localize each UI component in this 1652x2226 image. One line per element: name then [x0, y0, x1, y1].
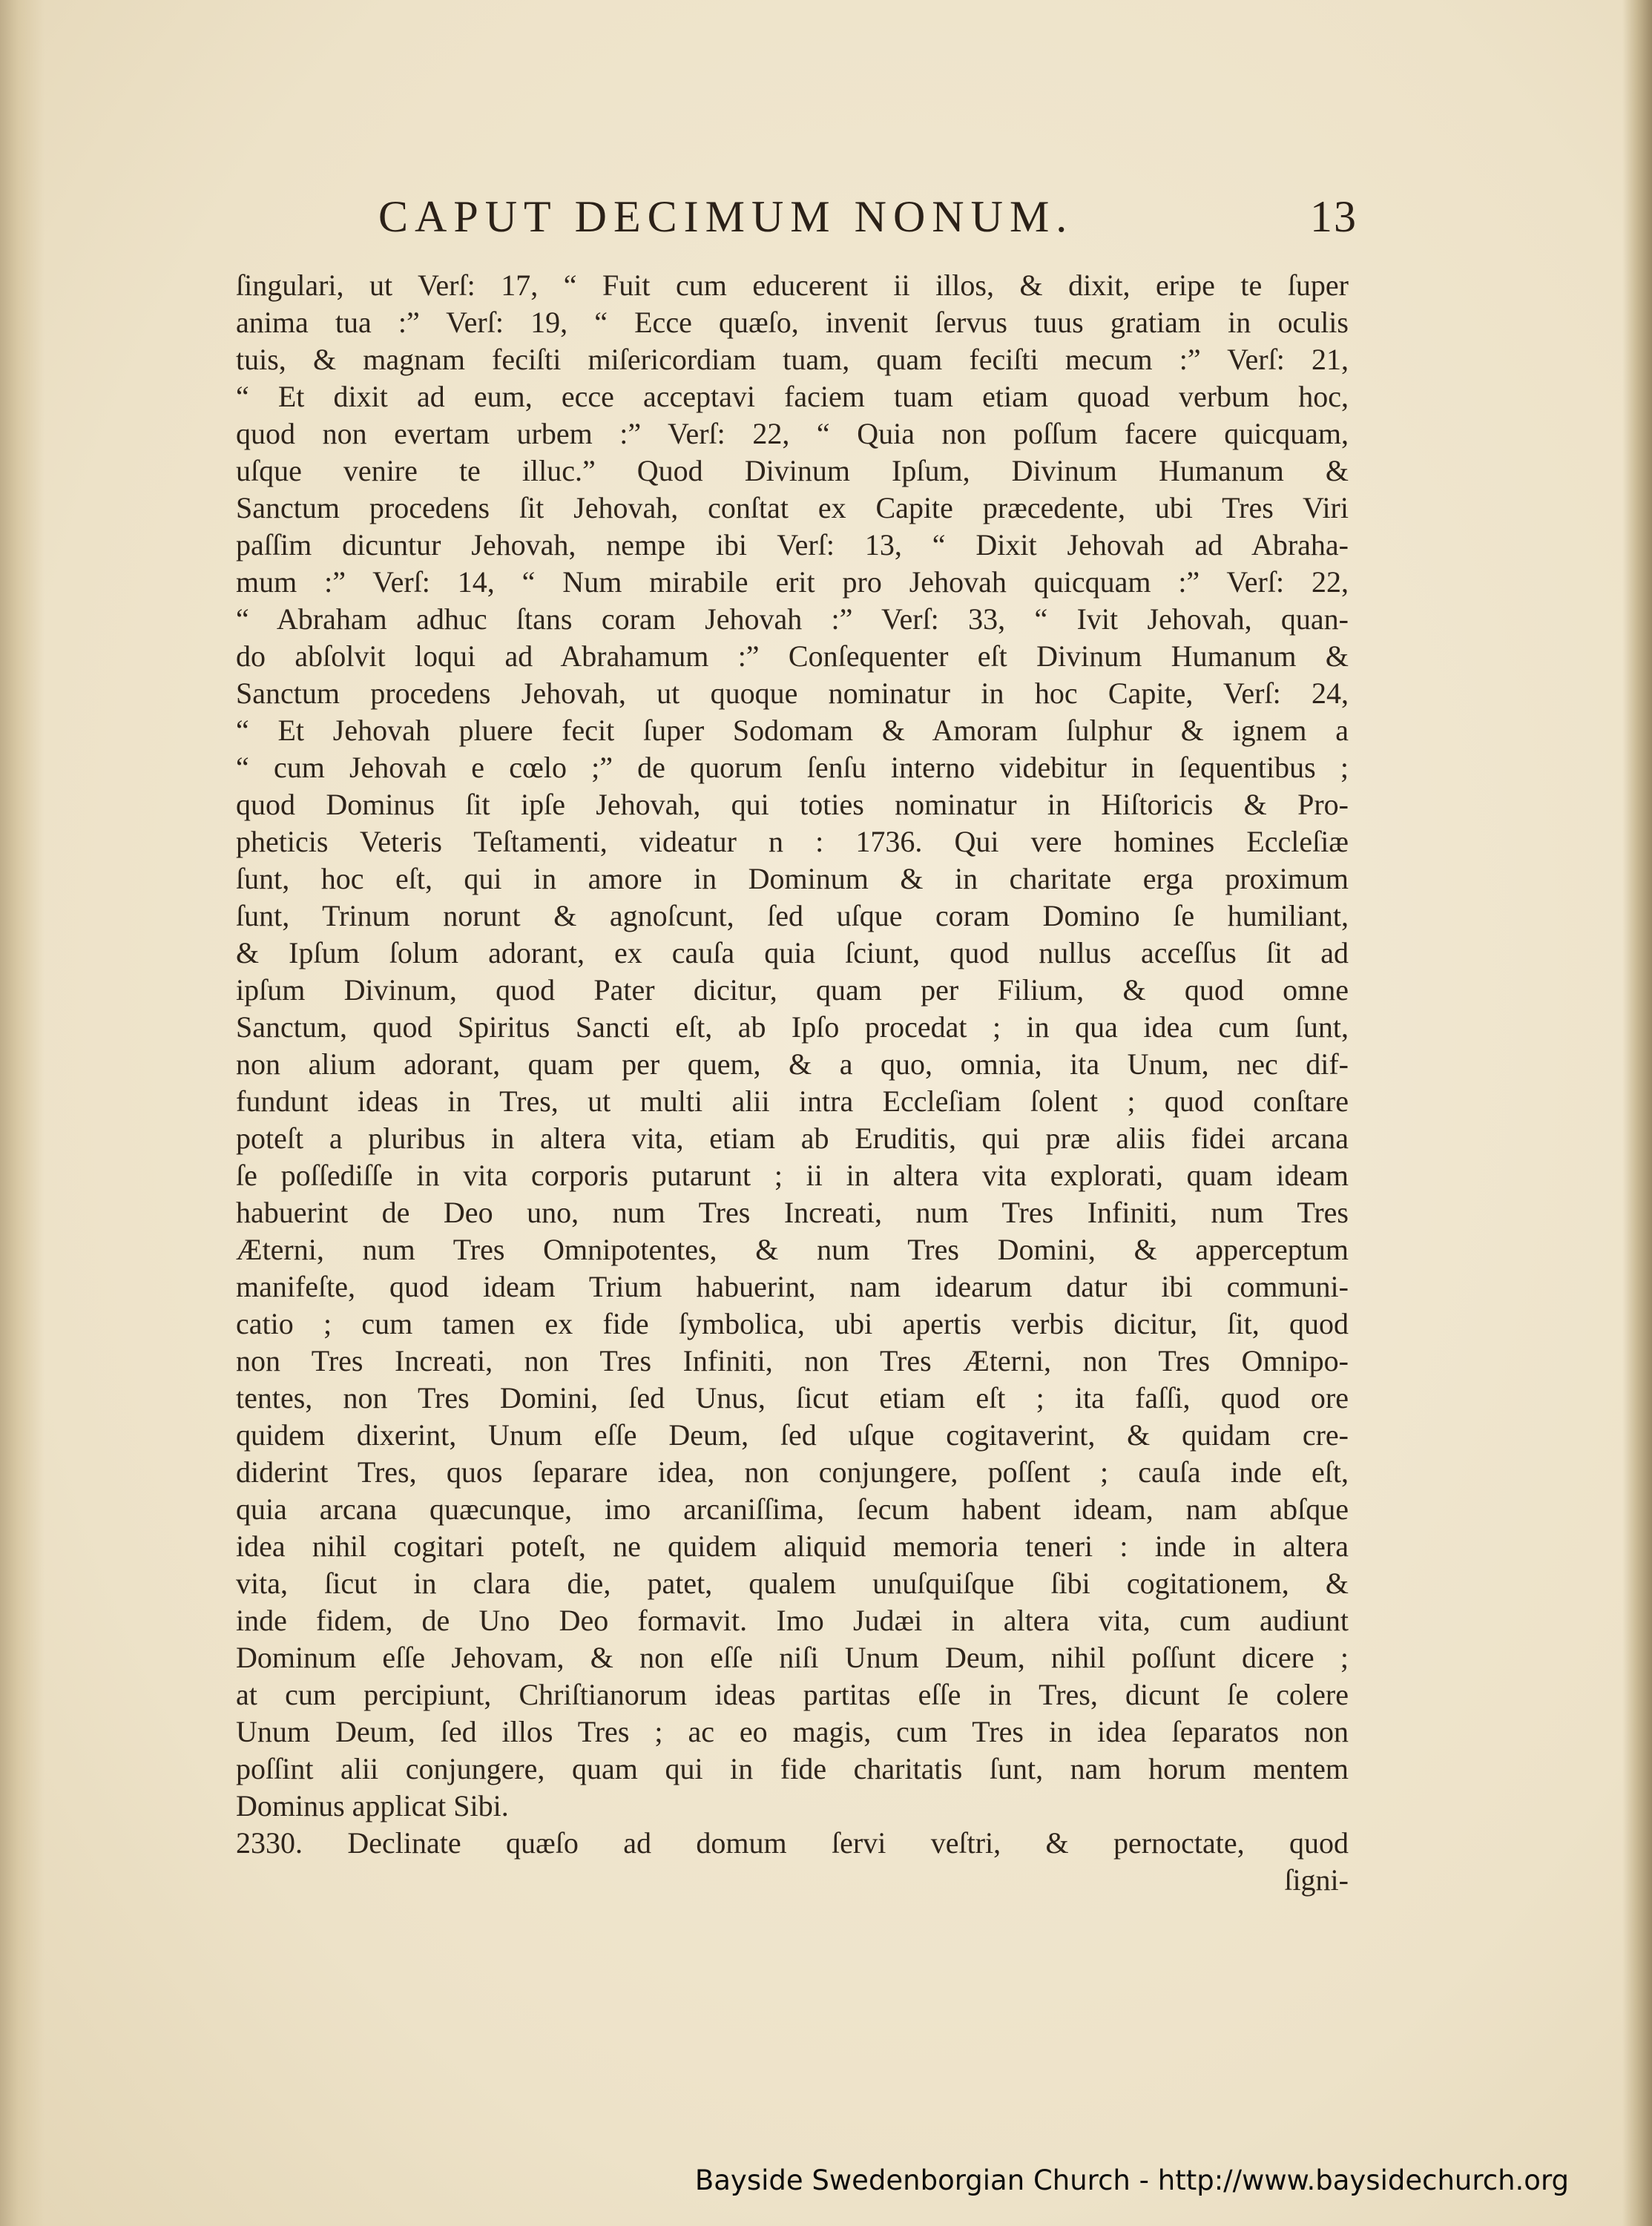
text-line: “ cum Jehovah e cœlo ;” de quorum ſenſu interno videbitur in ſequentibus ;: [236, 751, 1349, 784]
text-line: Unum Deum, ſed illos Tres ; ac eo magis, cum Tres in idea ſeparatos non: [236, 1715, 1349, 1748]
text-line: Sanctum procedens ſit Jehovah, conſtat ex Capite præcedente, ubi Tres Viri: [236, 491, 1349, 524]
text-line: poteſt a pluribus in altera vita, etiam ab Eruditis, qui præ aliis fidei arcana: [236, 1122, 1349, 1155]
catchword: ſigni-: [1284, 1863, 1349, 1897]
text-line: non Tres Increati, non Tres Infiniti, non Tres Æterni, non Tres Omnipo-: [236, 1344, 1349, 1377]
text-line: fundunt ideas in Tres, ut multi alii intra Eccleſiam ſolent ; quod conſtare: [236, 1084, 1349, 1118]
text-line: diderint Tres, quos ſeparare idea, non conjungere, poſſent ; cauſa inde eſt,: [236, 1455, 1349, 1489]
text-line: quidem dixerint, Unum eſſe Deum, ſed uſque cogitaverint, & quidam cre-: [236, 1418, 1349, 1452]
text-line: paſſim dicuntur Jehovah, nempe ibi Verſ: 13, “ Dixit Jehovah ad Abraha-: [236, 528, 1349, 562]
page-edge-shadow: [1622, 0, 1652, 2226]
text-line: habuerint de Deo uno, num Tres Increati, num Tres Infiniti, num Tres: [236, 1196, 1349, 1229]
text-line: “ Et Jehovah pluere fecit ſuper Sodomam & Amoram ſulphur & ignem a: [236, 714, 1349, 747]
page-gutter-shadow: [0, 0, 45, 2226]
text-line: mum :” Verſ: 14, “ Num mirabile erit pro Jehovah quicquam :” Verſ: 22,: [236, 565, 1349, 599]
text-line: “ Abraham adhuc ſtans coram Jehovah :” Verſ: 33, “ Ivit Jehovah, quan-: [236, 602, 1349, 636]
text-line: non alium adorant, quam per quem, & a quo, omnia, ita Unum, nec dif-: [236, 1047, 1349, 1081]
text-line: do abſolvit loqui ad Abrahamum :” Conſequenter eſt Divinum Humanum &: [236, 639, 1349, 673]
text-line: uſque venire te illuc.” Quod Divinum Ipſum, Divinum Humanum &: [236, 454, 1349, 487]
text-line: inde fidem, de Uno Deo formavit. Imo Judæi in altera vita, cum audiunt: [236, 1604, 1349, 1637]
text-line: Sanctum, quod Spiritus Sancti eſt, ab Ipſo procedat ; in qua idea cum ſunt,: [236, 1010, 1349, 1044]
text-line: Dominus applicat Sibi.: [236, 1789, 509, 1822]
running-title: CAPUT DECIMUM NONUM.: [378, 192, 1074, 241]
text-line: at cum percipiunt, Chriſtianorum ideas partitas eſſe in Tres, dicunt ſe colere: [236, 1678, 1349, 1711]
text-line: & Ipſum ſolum adorant, ex cauſa quia ſciunt, quod nullus acceſſus ſit ad: [236, 936, 1349, 969]
text-line: vita, ſicut in clara die, patet, qualem unuſquiſque ſibi cogitationem, &: [236, 1567, 1349, 1600]
page-header: [378, 191, 1358, 251]
text-line: poſſint alii conjungere, quam qui in fide charitatis ſunt, nam horum mentem: [236, 1752, 1349, 1785]
text-line: ſunt, hoc eſt, qui in amore in Dominum & in charitate erga proximum: [236, 862, 1349, 895]
body-text: [236, 267, 1349, 1899]
text-line: quia arcana quæcunque, imo arcaniſſima, ſecum habent ideam, nam abſque: [236, 1492, 1349, 1526]
text-line: tuis, & magnam feciſti miſericordiam tuam, quam feciſti mecum :” Verſ: 21,: [236, 343, 1349, 376]
text-line: ipſum Divinum, quod Pater dicitur, quam per Filium, & quod omne: [236, 973, 1349, 1007]
text-line: quod Dominus ſit ipſe Jehovah, qui toties nominatur in Hiſtoricis & Pro-: [236, 788, 1349, 821]
text-line: anima tua :” Verſ: 19, “ Ecce quæſo, invenit ſervus tuus gratiam in oculis: [236, 306, 1349, 339]
watermark: Bayside Swedenborgian Church - http://www.baysidechurch.org: [694, 2164, 1569, 2196]
text-line: Æterni, num Tres Omnipotentes, & num Tres Domini, & apperceptum: [236, 1233, 1349, 1266]
text-line: tentes, non Tres Domini, ſed Unus, ſicut etiam eſt ; ita faſſi, quod ore: [236, 1381, 1349, 1415]
text-line: idea nihil cogitari poteſt, ne quidem aliquid memoria teneri : inde in altera: [236, 1529, 1349, 1563]
text-line: catio ; cum tamen ex fide ſymbolica, ubi apertis verbis dicitur, ſit, quod: [236, 1307, 1349, 1340]
text-line: Sanctum procedens Jehovah, ut quoque nominatur in hoc Capite, Verſ: 24,: [236, 676, 1349, 710]
text-line: manifeſte, quod ideam Trium habuerint, nam idearum datur ibi communi-: [236, 1270, 1349, 1303]
text-line: 2330. Declinate quæſo ad domum ſervi veſtri, & pernoctate, quod: [236, 1826, 1349, 1860]
text-line: pheticis Veteris Teſtamenti, videatur n : 1736. Qui vere homines Eccleſiæ: [236, 825, 1349, 858]
text-line: ſingulari, ut Verſ: 17, “ Fuit cum educerent ii illos, & dixit, eripe te ſuper: [236, 269, 1349, 302]
text-line: ſunt, Trinum norunt & agnoſcunt, ſed uſque coram Domino ſe humiliant,: [236, 899, 1349, 932]
text-line: Dominum eſſe Jehovam, & non eſſe niſi Unum Deum, nihil poſſunt dicere ;: [236, 1641, 1349, 1674]
page-number: 13: [1310, 192, 1358, 241]
text-line: ſe poſſediſſe in vita corporis putarunt ; ii in altera vita explorati, quam ideam: [236, 1159, 1349, 1192]
text-line: quod non evertam urbem :” Verſ: 22, “ Quia non poſſum facere quicquam,: [236, 417, 1349, 450]
text-line: “ Et dixit ad eum, ecce acceptavi faciem tuam etiam quoad verbum hoc,: [236, 380, 1349, 413]
